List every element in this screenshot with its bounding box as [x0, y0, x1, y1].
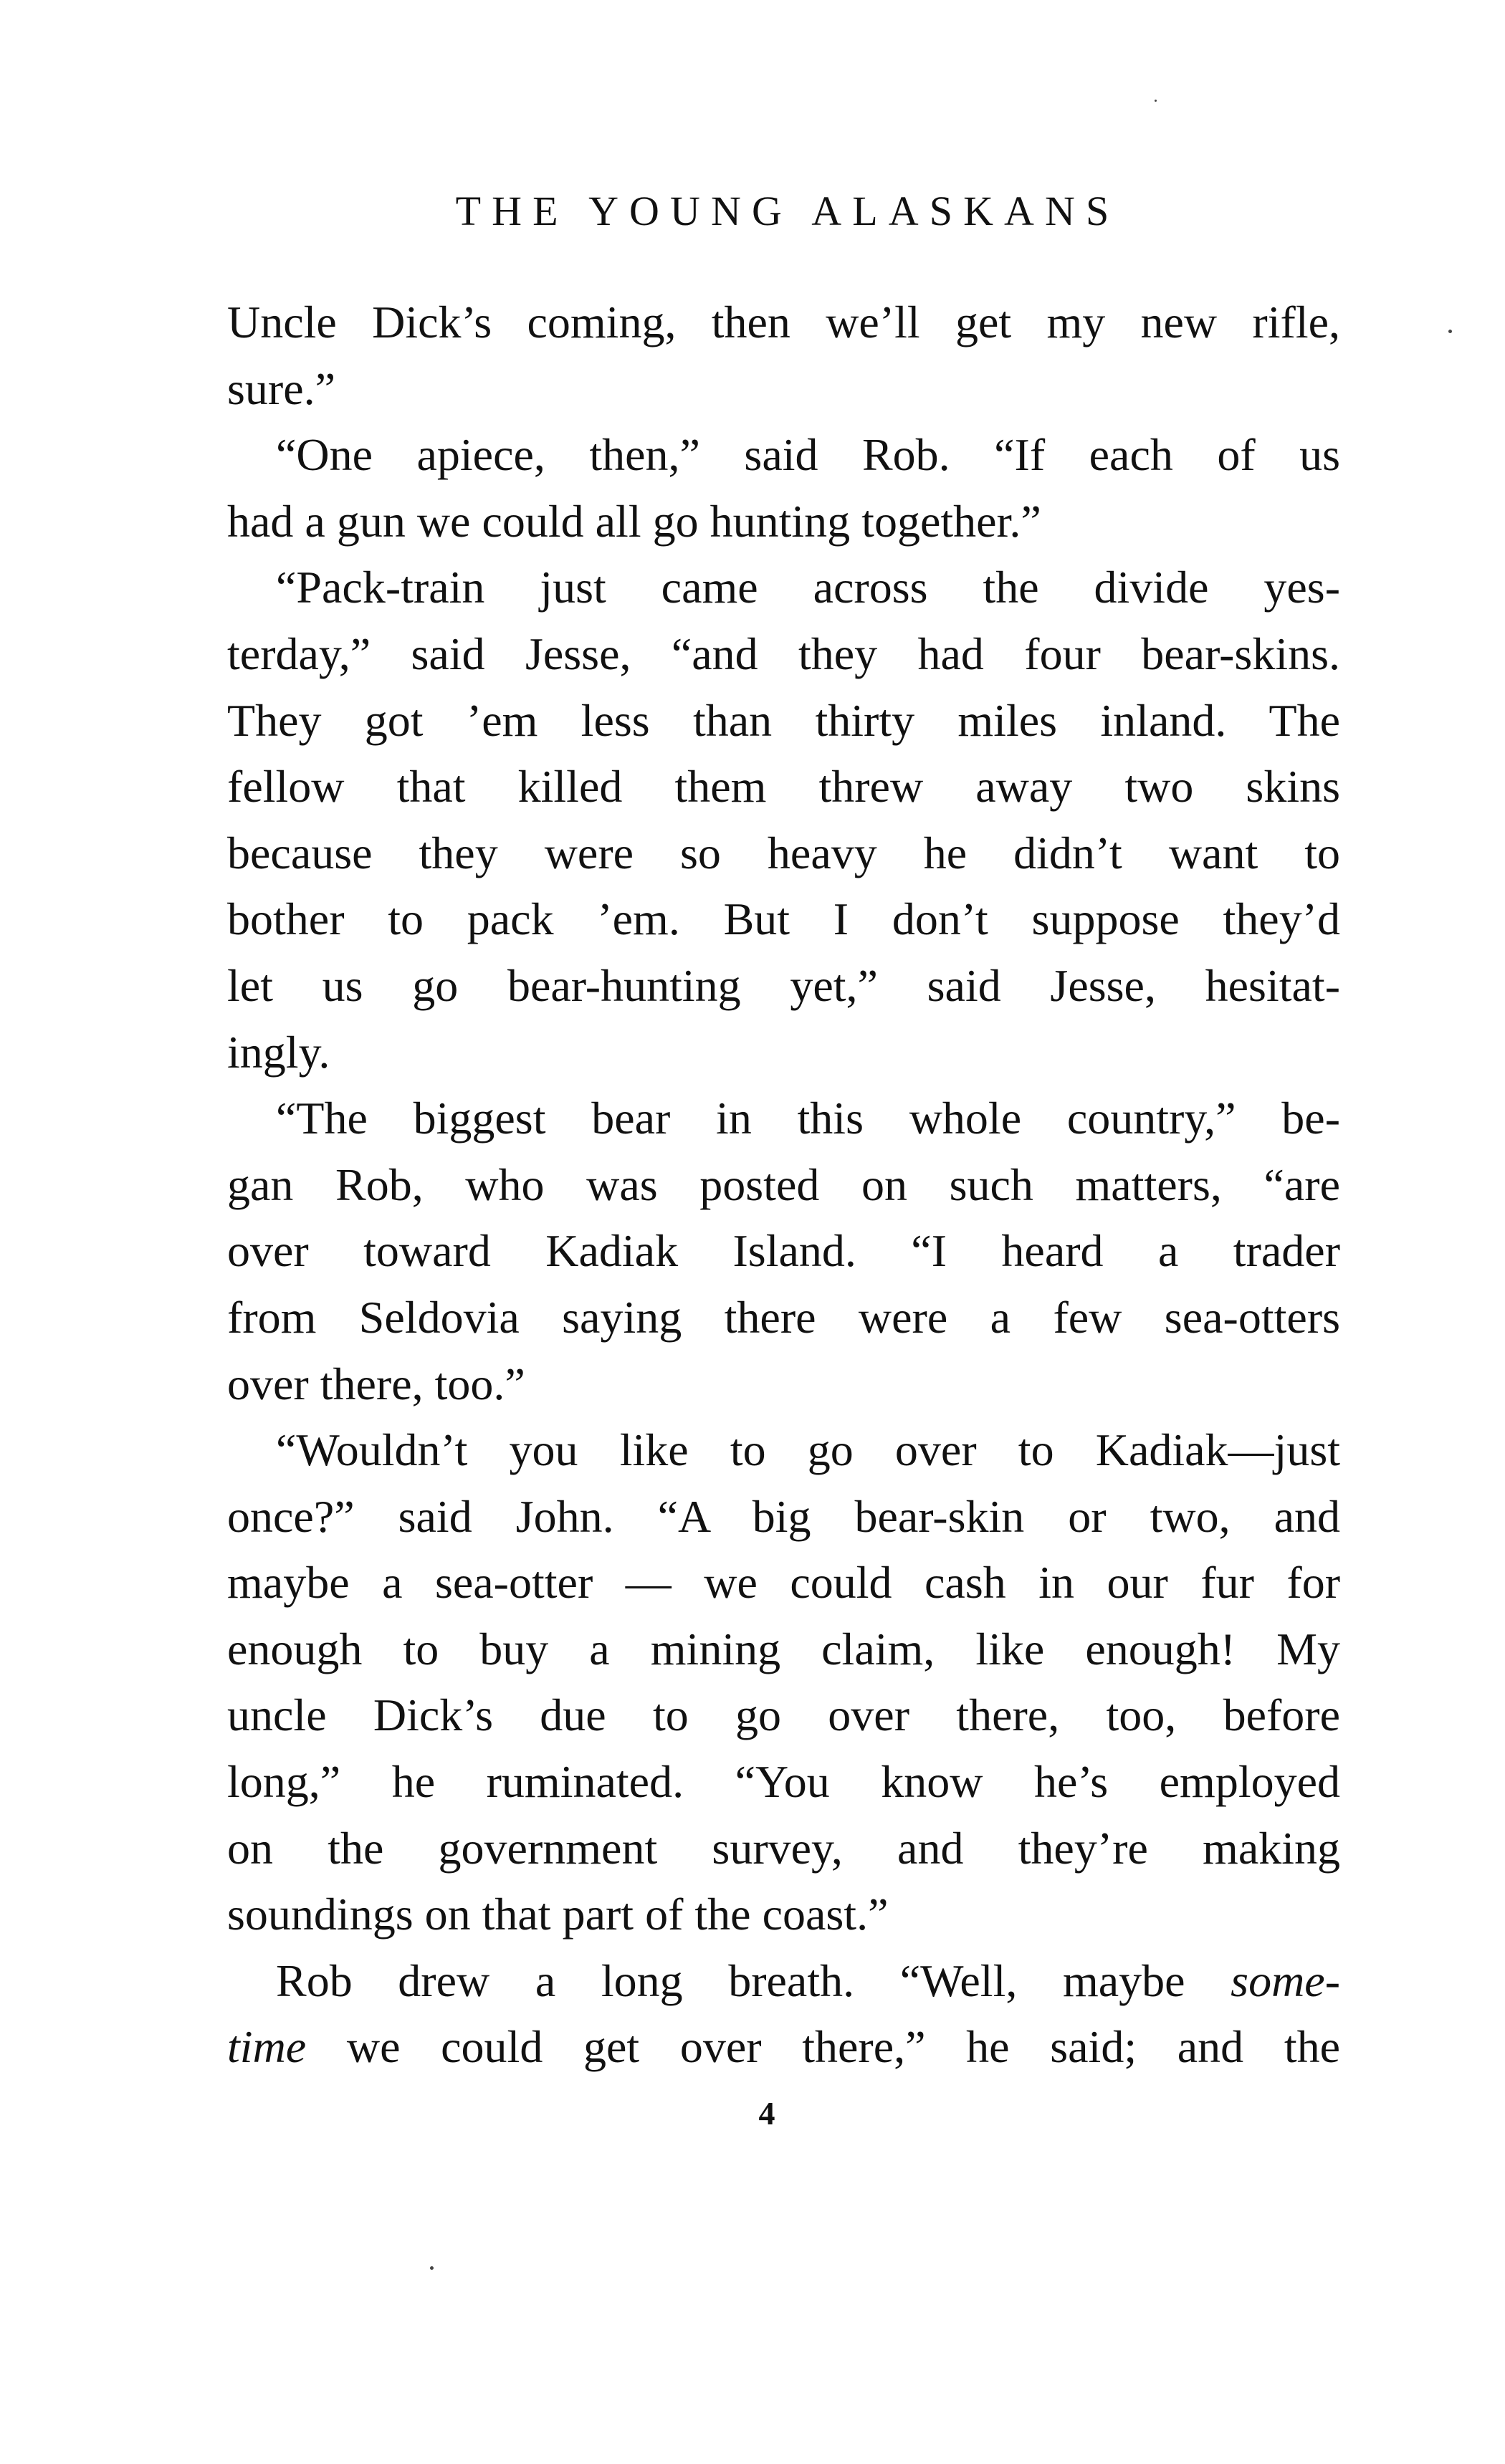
- text-line: [227, 1948, 1340, 2015]
- text-line: soundings on that part of the coast.”: [227, 1889, 889, 1940]
- text-line: terday,” said Jesse, “and they had four bear-skins.: [227, 628, 1340, 679]
- italic-segment: time: [227, 2021, 307, 2073]
- text-line: They got ’em less than thirty miles inland. The: [227, 694, 1340, 746]
- italic-segment: some-: [1231, 1955, 1340, 2006]
- text-line: over there, too.”: [227, 1358, 525, 1409]
- text-line: long,” he ruminated. “You know he’s employed: [227, 1756, 1340, 1808]
- running-title: THE YOUNG ALASKANS: [455, 188, 1120, 234]
- text-line: “The biggest bear in this whole country,” be-: [276, 1093, 1340, 1144]
- text-line: because they were so heavy he didn’t want to: [227, 827, 1340, 878]
- text-line: gan Rob, who was posted on such matters, “are: [227, 1159, 1340, 1210]
- text-line: Uncle Dick’s coming, then we’ll get my new rifle,: [227, 297, 1340, 347]
- text-line: had a gun we could all go hunting together.”: [227, 495, 1041, 547]
- text-line: ingly.: [227, 1026, 330, 1078]
- text-line: enough to buy a mining claim, like enough! My: [227, 1623, 1340, 1674]
- text-line: “Pack-train just came across the divide yes-: [276, 562, 1340, 613]
- text-line: over toward Kadiak Island. “I heard a trader: [227, 1225, 1340, 1277]
- scan-speck: [1448, 330, 1452, 333]
- text-line: on the government survey, and they’re making: [227, 1822, 1340, 1874]
- text-segment: Rob drew a long breath. “Well, maybe: [276, 1955, 1231, 2006]
- text-line: bother to pack ’em. But I don’t suppose they’d: [227, 893, 1340, 945]
- text-segment: we could get over there,” he said; and the: [306, 2021, 1340, 2073]
- text-line: once?” said John. “A big bear-skin or two, and: [227, 1490, 1340, 1542]
- text-line: fellow that killed them threw away two skins: [227, 761, 1340, 812]
- scan-speck: [430, 2266, 434, 2270]
- text-line: “Wouldn’t you like to go over to Kadiak—just: [276, 1424, 1340, 1476]
- text-line: “One apiece, then,” said Rob. “If each of us: [276, 429, 1340, 481]
- text-line: maybe a sea-otter — we could cash in our fur for: [227, 1557, 1340, 1609]
- text-line: [227, 2014, 1340, 2081]
- page-number: 4: [758, 2095, 775, 2132]
- text-line: sure.”: [227, 363, 336, 414]
- text-line: let us go bear-hunting yet,” said Jesse, hesitat-: [227, 959, 1340, 1011]
- text-line: from Seldovia saying there were a few sea-otters: [227, 1291, 1340, 1343]
- body-text: [227, 289, 1340, 2081]
- text-line: uncle Dick’s due to go over there, too, before: [227, 1689, 1340, 1741]
- scan-speck: [1155, 100, 1157, 102]
